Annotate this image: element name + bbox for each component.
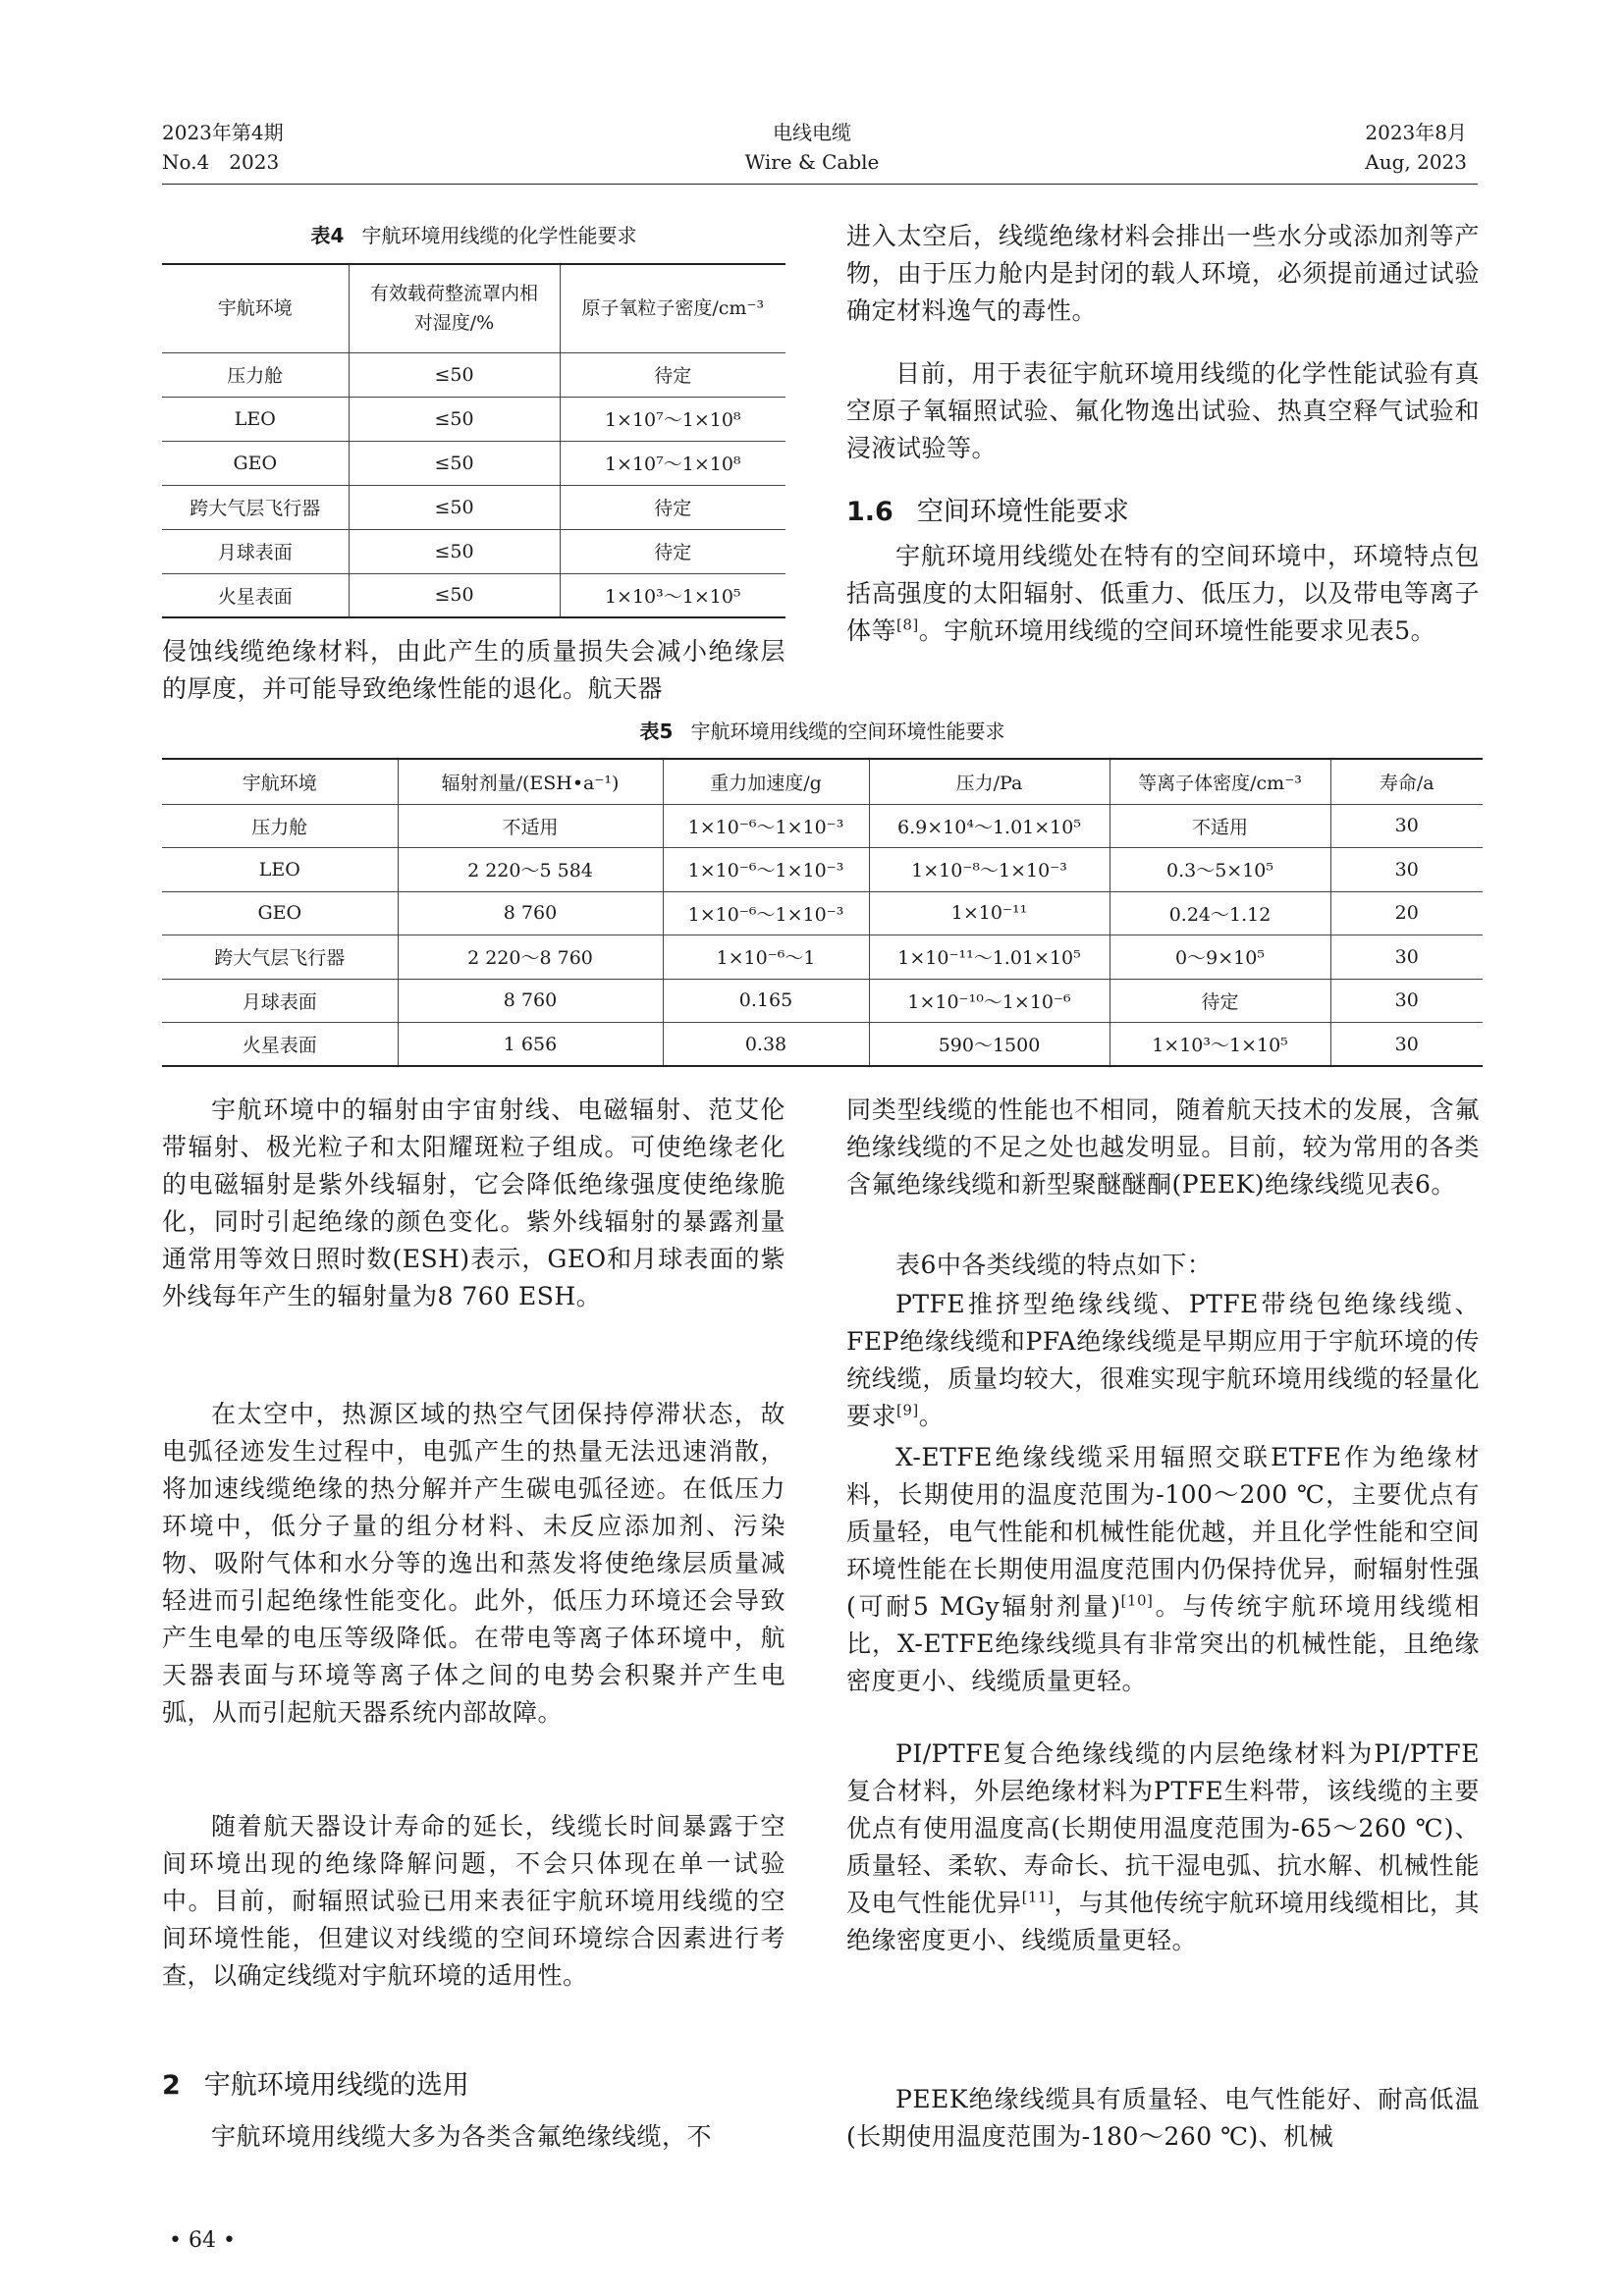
table-row — [162, 441, 785, 485]
table-cell: 0.24～1.12 — [1110, 891, 1330, 935]
table-cell: 跨大气层飞行器 — [214, 947, 346, 970]
table-cell: ≤50 — [349, 485, 560, 529]
table4 — [162, 263, 785, 618]
paragraph: 侵蚀线缆绝缘材料，由此产生的质量损失会减小绝缘层的厚度，并可能导致绝缘性能的退化。航天器 — [162, 637, 785, 703]
table-cell: 1×10⁷～1×10⁸ — [560, 441, 785, 485]
table-row — [162, 397, 785, 441]
table5-header-row — [162, 759, 1483, 804]
table-cell: 跨大气层飞行器 — [189, 498, 321, 519]
paragraph — [846, 1286, 1480, 1435]
table-cell: 1×10⁻¹¹ — [869, 891, 1110, 935]
table4-header-row — [162, 264, 785, 352]
table-cell: 0.3～5×10⁵ — [1110, 848, 1330, 892]
table-cell: 2 220～8 760 — [398, 935, 663, 980]
paragraph: 同类型线缆的性能也不相同，随着航天技术的发展，含氟绝缘线缆的不足之处也越发明显。目前，较为常用的各类含氟绝缘线缆和新型聚醚醚酮(PEEK)绝缘线缆见表6。 — [846, 1095, 1480, 1199]
citation: [10] — [1120, 1591, 1154, 1610]
journal-name-cn: 电线电缆 — [773, 121, 851, 144]
table4-title: 宇航环境用线缆的化学性能要求 — [361, 224, 637, 247]
table-cell: LEO — [234, 407, 276, 430]
table-row — [162, 979, 1483, 1023]
paragraph-text: 。 — [918, 1402, 945, 1430]
table-cell: 20 — [1330, 891, 1483, 935]
paragraph-text: PTFE推挤型绝缘线缆、PTFE带绕包绝缘线缆、FEP绝缘线缆和PFA绝缘线缆是早期应用于宇航环境的传统线缆，质量均较大，很难实现宇航环境用线缆的轻量化要求 — [846, 1290, 1480, 1430]
table4-header-cell: 原子氧粒子密度/cm⁻³ — [560, 264, 785, 352]
citation: [8] — [896, 615, 919, 634]
table-cell: 待定 — [1110, 979, 1330, 1023]
table-cell: 待定 — [560, 529, 785, 573]
paragraph-text: PI/PTFE复合绝缘线缆的内层绝缘材料为PI/PTFE复合材料，外层绝缘材料为PTFE生料带，该线缆的主要优点有使用温度高(长期使用温度范围为-65～260 ℃)、质量轻、柔软、寿命长、抗干湿电弧、抗水解、机械性能及电气性能优异 — [846, 1739, 1480, 1917]
section-heading-1-6 — [846, 493, 1129, 532]
paragraph-text: 宇航环境用线缆处在特有的空间环境中，环境特点包括高强度的太阳辐射、低重力、低压力，以及带电等离子体等 — [846, 542, 1480, 645]
section-number: 1.6 — [846, 497, 893, 527]
table-cell: 1×10⁻⁶～1×10⁻³ — [663, 848, 869, 892]
table-cell: 1×10³～1×10⁵ — [560, 573, 785, 617]
table-row — [162, 573, 785, 617]
table-row — [162, 485, 785, 529]
citation: [11] — [1021, 1888, 1055, 1906]
table-cell: LEO — [258, 858, 300, 881]
table5-header-cell: 等离子体密度/cm⁻³ — [1110, 759, 1330, 804]
table5-header-cell: 重力加速度/g — [663, 759, 869, 804]
paragraph: 宇航环境用线缆大多为各类含氟绝缘线缆，不 — [211, 2122, 713, 2151]
table-cell: 1×10⁻¹¹～1.01×10⁵ — [869, 935, 1110, 980]
section-number: 2 — [162, 2070, 181, 2101]
table4-header-cell: 有效载荷整流罩内相对湿度/% — [349, 264, 560, 352]
table-cell: 待定 — [560, 352, 785, 397]
table-cell: 0.165 — [663, 979, 869, 1023]
table-row — [162, 891, 1483, 935]
paragraph-text: ，与其他传统宇航环境用线缆相比，其绝缘密度更小、线缆质量更轻。 — [846, 1889, 1480, 1954]
table-cell: 2 220～5 584 — [398, 848, 663, 892]
table-cell: 1×10³～1×10⁵ — [1110, 1023, 1330, 1067]
table5-header-cell: 寿命/a — [1330, 759, 1483, 804]
table-cell: 30 — [1330, 1023, 1483, 1067]
table-cell: 1×10⁻⁶～1 — [663, 935, 869, 980]
section-title: 宇航环境用线缆的选用 — [203, 2070, 469, 2101]
paragraph: 表6中各类线缆的特点如下： — [895, 1251, 1213, 1279]
table-cell: 1×10⁷～1×10⁸ — [560, 397, 785, 441]
table-row — [162, 529, 785, 573]
table-cell: 压力舱 — [251, 816, 308, 838]
issue-cn: 2023年第4期 — [162, 121, 284, 144]
table5 — [162, 758, 1483, 1067]
table-cell: 月球表面 — [217, 542, 293, 563]
paragraph: PEEK绝缘线缆具有质量轻、电气性能好、耐高低温(长期使用温度范围为-180～260 ℃)、机械 — [846, 2085, 1480, 2151]
table-cell: ≤50 — [349, 573, 560, 617]
table-cell: 30 — [1330, 979, 1483, 1023]
table-cell: 火星表面 — [242, 1035, 317, 1056]
table-cell: 0～9×10⁵ — [1110, 935, 1330, 980]
section-title: 空间环境性能要求 — [916, 497, 1129, 527]
table-cell: 1×10⁻⁶～1×10⁻³ — [663, 891, 869, 935]
issue-en: No.4 2023 — [162, 150, 280, 174]
table5-caption — [162, 717, 1483, 746]
table-cell: 590～1500 — [869, 1023, 1110, 1067]
table-cell: 1×10⁻¹⁰～1×10⁻⁶ — [869, 979, 1110, 1023]
table-cell: ≤50 — [349, 397, 560, 441]
table-cell: ≤50 — [349, 441, 560, 485]
date-cn: 2023年8月 — [1365, 121, 1467, 144]
table-row — [162, 848, 1483, 892]
table5-header-cell: 辐射剂量/(ESH•a⁻¹) — [398, 759, 663, 804]
date-en: Aug, 2023 — [1365, 150, 1467, 174]
table-cell: 待定 — [560, 485, 785, 529]
paragraph — [846, 1439, 1480, 1700]
table-cell: 8 760 — [398, 891, 663, 935]
table-cell: 6.9×10⁴～1.01×10⁵ — [869, 804, 1110, 848]
table-row — [162, 804, 1483, 848]
paragraph-text: 。与传统宇航环境用线缆相比，X-ETFE绝缘线缆具有非常突出的机械性能，且绝缘密度更小、线缆质量更轻。 — [846, 1592, 1480, 1695]
citation: [9] — [896, 1401, 919, 1419]
paragraph — [846, 538, 1480, 650]
table5-header-cell: 宇航环境 — [242, 772, 317, 794]
table5-number: 表5 — [639, 720, 674, 743]
paragraph: 随着航天器设计寿命的延长，线缆长时间暴露于空间环境出现的绝缘降解问题，不会只体现在单一试验中。目前，耐辐照试验已用来表征宇航环境用线缆的空间环境性能，但建议对线缆的空间环境综合因素进行考查，以确定线缆对宇航环境的适用性。 — [162, 1812, 785, 1990]
paragraph: 宇航环境中的辐射由宇宙射线、电磁辐射、范艾伦带辐射、极光粒子和太阳耀斑粒子组成。可使绝缘老化的电磁辐射是紫外线辐射，它会降低绝缘强度使绝缘脆化，同时引起绝缘的颜色变化。紫外线辐射的暴露剂量通常用等效日照时数(ESH)表示，GEO和月球表面的紫外线每年产生的辐射量为8 760 ESH。 — [162, 1095, 785, 1310]
paragraph — [846, 1735, 1480, 1959]
table-row — [162, 352, 785, 397]
table4-header-cell: 宇航环境 — [217, 297, 293, 320]
journal-name-en: Wire & Cable — [744, 150, 880, 174]
paragraph: 在太空中，热源区域的热空气团保持停滞状态，故电弧径迹发生过程中，电弧产生的热量无法迅速消散，将加速线缆绝缘的热分解并产生碳电弧径迹。在低压力环境中，低分子量的组分材料、未反应添加剂、污染物、吸附气体和水分等的逸出和蒸发将使绝缘层质量减轻进而引起绝缘性能变化。此外，低压力环境还会导致产生电晕的电压等级降低。在带电等离子体环境中，航天器表面与环境等离子体之间的电势会积聚并产生电弧，从而引起航天器系统内部故障。 — [162, 1400, 785, 1727]
table-cell: 1×10⁻⁶～1×10⁻³ — [663, 804, 869, 848]
table-cell: GEO — [257, 902, 302, 925]
page-number: • 64 • — [169, 2228, 236, 2253]
table-cell: 30 — [1330, 935, 1483, 980]
table-cell: GEO — [233, 452, 278, 474]
table-cell: 8 760 — [398, 979, 663, 1023]
header-rule — [162, 184, 1478, 185]
table-cell: 30 — [1330, 848, 1483, 892]
table-cell: 0.38 — [663, 1023, 869, 1067]
table-cell: 30 — [1330, 804, 1483, 848]
table-row — [162, 935, 1483, 980]
table-cell: ≤50 — [349, 352, 560, 397]
table-cell: 1 656 — [398, 1023, 663, 1067]
table-cell: ≤50 — [349, 529, 560, 573]
table5-header-cell: 压力/Pa — [869, 759, 1110, 804]
table4-number: 表4 — [310, 224, 345, 247]
table-row — [162, 1023, 1483, 1067]
paragraph: 进入太空后，线缆绝缘材料会排出一些水分或添加剂等产物，由于压力舱内是封闭的载人环境，必须提前通过试验确定材料逸气的毒性。 — [846, 222, 1480, 325]
table-cell: 1×10⁻⁸～1×10⁻³ — [869, 848, 1110, 892]
paragraph-text: 。宇航环境用线缆的空间环境性能要求见表5。 — [918, 616, 1436, 645]
table-cell: 不适用 — [1110, 804, 1330, 848]
section-heading-2 — [162, 2066, 469, 2106]
table4-caption — [162, 221, 785, 250]
paragraph-text: X-ETFE绝缘线缆采用辐照交联ETFE作为绝缘材料，长期使用的温度范围为-100～200 ℃，主要优点有质量轻，电气性能和机械性能优越，并且化学性能和空间环境性能在长期使用温度范围内仍保持优异，耐辐射性强(可耐5 MGy辐射剂量) — [846, 1443, 1480, 1621]
journal-date — [1365, 118, 1467, 177]
table-cell: 火星表面 — [217, 585, 293, 608]
table-cell: 月球表面 — [242, 990, 317, 1013]
table-cell: 压力舱 — [227, 365, 284, 387]
table-cell: 不适用 — [398, 804, 663, 848]
table5-title: 宇航环境用线缆的空间环境性能要求 — [690, 720, 1005, 743]
paragraph: 目前，用于表征宇航环境用线缆的化学性能试验有真空原子氧辐照试验、氟化物逸出试验、热真空释气试验和浸液试验等。 — [846, 359, 1480, 462]
